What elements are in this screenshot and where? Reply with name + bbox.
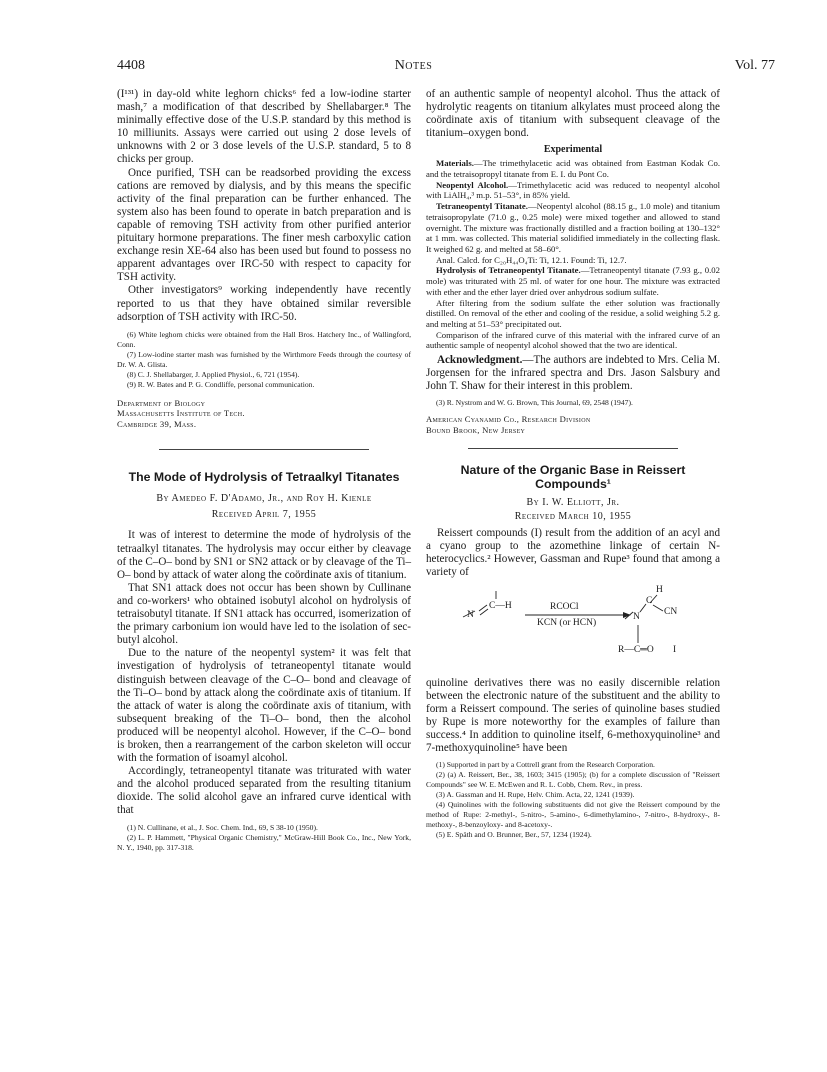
affiliation-line: American Cyanamid Co., Research Division <box>426 414 591 425</box>
footnote: (7) Low-iodine starter mash was furnished by the Wirthmore Feeds through the courtesy of Dr. W. A. Glista. <box>117 349 411 369</box>
running-head: Notes <box>394 58 433 73</box>
scheme-acyl: R—C═O <box>618 644 654 655</box>
article-title: The Mode of Hydrolysis of Tetraalkyl Titanates <box>128 470 400 485</box>
scheme-cn: CN <box>664 606 678 617</box>
footnote: (1) N. Cullinane, et al., J. Soc. Chem. Ind., 69, S 38-10 (1950). <box>127 822 318 832</box>
acknowledgment-text: —The authors are indebted to Mrs. Celia M. Jorgensen for the infrared spectra and Drs. Jason Salsbury and John T. Shaw for their interest in this problem. <box>426 354 720 393</box>
footnote: (3) R. Nystrom and W. G. Brown, This Journal, 69, 2548 (1947). <box>436 398 633 408</box>
run-in-heading: Neopentyl Alcohol. <box>436 179 509 190</box>
affiliation-line: Department of Biology <box>117 397 206 408</box>
footnote: (2) L. P. Hammett, "Physical Organic Chemistry," McGraw-Hill Book Co., Inc., New York, N. Y., 1940, pp. 317-318. <box>117 832 411 852</box>
affiliation-line: Cambridge 39, Mass. <box>117 418 197 429</box>
paragraph: Reissert compounds (I) result from the addition of an acyl and a cyano group to the azomethine linkage of certain N-heterocyclics.² However, Gassman and Rupe³ found that among a variety of <box>426 526 720 578</box>
received-date: Received April 7, 1955 <box>211 509 317 521</box>
experimental-text: Comparison of the infrared curve of this material with the infrared curve of an authentic sample of neopentyl alcohol showed that the two are identical. <box>426 329 720 351</box>
reaction-bonds <box>453 585 693 673</box>
received-date: Received March 10, 1955 <box>514 510 632 522</box>
acknowledgment <box>426 354 720 393</box>
right-column <box>426 88 720 840</box>
scheme-c: C <box>646 595 653 606</box>
scheme-n-product: N <box>633 611 640 622</box>
scheme-reagent-bottom: KCN (or HCN) <box>537 617 597 628</box>
footnote: (3) A. Gassman and H. Rupe, Helv. Chim. Acta, 22, 1241 (1939). <box>436 790 635 800</box>
footnote: (2) (a) A. Reissert, Ber., 38, 1603; 3415 (1905); (b) for a complete discussion of "Reissert Compounds" see W. E. McEwen and R. L. Cobb, Chem. Rev., in press. <box>426 770 720 790</box>
paragraph: That SN1 attack does not occur has been shown by Cullinane and co-workers¹ who obtained isobutyl alcohol on hydrolysis of tetraisobutyl titanate. If SN1 attack has occurred, isomerization of the primary carbonium ion would have led to the isolation of sec-butyl alcohol. <box>117 581 411 647</box>
paragraph: of an authentic sample of neopentyl alcohol. Thus the attack of hydrolytic reagents on titanium alkylates must proceed along the coördinate axis of titanium with subsequent cleavage of the titanium–oxygen bond. <box>426 88 720 140</box>
experimental-paragraph <box>426 180 720 201</box>
reaction-scheme <box>453 585 693 673</box>
scheme-label: I <box>673 644 677 655</box>
affiliation-line: Massachusetts Institute of Tech. <box>117 408 245 419</box>
paragraph: quinoline derivatives there was no easily discernible relation between the electronic nature of the substituent and the ability to form a Reissert compound. The series of quinoline bases studied by Rupe is more noteworthy for the examples of failure than success.⁴ In addition to quinoline itself, 6-methoxyquinoline³ and 7-methoxyquinoline⁵ have been <box>426 676 720 755</box>
footnote: (5) E. Späth and O. Brunner, Ber., 57, 1234 (1924). <box>436 830 592 840</box>
experimental-text: Anal. Calcd. for C₂₀H₄₄O₄Ti: Ti, 12.1. Found: Ti, 12.7. <box>436 254 627 265</box>
section-heading: Experimental <box>543 144 603 156</box>
scheme-ch: C—H <box>489 600 512 611</box>
experimental-paragraph <box>426 158 720 179</box>
footnote: (1) Supported in part by a Cottrell grant from the Research Corporation. <box>436 760 655 770</box>
experimental-text: After filtering from the sodium sulfate the ether solution was fractionally distilled. On removal of the ether and cooling of the residue, a solid weighing 5.2 g. and melting at 51–53° precipitated out. <box>426 297 720 329</box>
experimental-text: —Neopentyl alcohol (88.15 g., 1.0 mole) and titanium tetraisopropylate (71.0 g., 0.25 mole) were mixed together and allowed to stand overnight. The mixture was fractionally distilled and a fraction boiling at 130–132° at 1 mm. was collected. This material solidified immediately in the collecting flask. It weighed 62 g. and melted at 58–60°. <box>426 201 721 254</box>
affiliation-line: Bound Brook, New Jersey <box>426 424 526 435</box>
scheme-reagent-top: RCOCl <box>550 601 579 612</box>
paragraph: It was of interest to determine the mode of hydrolysis of the tetraalkyl titanates. The hydrolysis may occur either by cleavage of the C–O– bond by SN1 or SN2 attack or by cleavage of the Ti–O– bond by attack of water along the coördinate axis of titanium. <box>117 529 411 581</box>
paragraph: Due to the nature of the neopentyl system² it was felt that investigation of hydrolysis of tetraneopentyl titanate would distinguish between cleavage of the C–O– bond and cleavage of the Ti–O– bond by attack along the coördinate axis of titanium. If the attack of water is along the coördinate axis of titanium, with subsequent breaking of the Ti–O– bond, then the alcohol produced will be neopentyl alcohol. However, if the C–O– bond is broken, then a rearrangement of the carbon skeleton will occur with the formation of isoamyl alcohol. <box>117 647 411 765</box>
scheme-h: H <box>656 584 663 595</box>
article-byline: By I. W. Elliott, Jr. <box>526 496 620 508</box>
paragraph: Other investigators⁹ working independently have recently reported to us that they have obtained similar reversible adsorption of TSH activity with IRC-50. <box>117 284 411 323</box>
scheme-n: N <box>467 609 474 620</box>
footnote: (8) C. J. Shellabarger, J. Applied Physiol., 6, 721 (1954). <box>127 369 300 379</box>
experimental-paragraph <box>426 298 720 330</box>
run-in-heading: Materials. <box>436 158 474 169</box>
paragraph: (I¹³¹) in day-old white leghorn chicks⁶ fed a low-iodine starter mash,⁷ a modification of that described by Shellabarger.⁸ The minimally effective dose of the U.S.P. standard by this method is 10 milliunits. Assays were carried out using 2 dose levels of unknowns with 2 or 3 dose levels of the U.S.P. standard, 5 to 8 chicks per group. <box>117 88 411 166</box>
experimental-text: —Trimethylacetic acid was reduced to neopentyl alcohol with LiAlH₄,³ m.p. 51–53°, in 85% yield. <box>426 179 721 201</box>
run-in-heading: Hydrolysis of Tetraneopentyl Titanate. <box>436 265 581 276</box>
run-in-heading: Tetraneopentyl Titanate. <box>436 201 528 212</box>
volume-number: Vol. 77 <box>734 58 775 73</box>
paragraph: Once purified, TSH can be readsorbed providing the excess cations are removed by dialysis, and by this means the specific activity of the final preparation can be further enhanced. The system also has been found to operate in batch preparation and is capable of removing TSH activity from other purified anterior pituitary hormone preparations. The finer mesh carboxylic cation exchange resin XE-64 also has been used but found to possess no apparent advantages over IRC-50 with respect to capacity for TSH activity. <box>117 166 411 284</box>
footnote: (6) White leghorn chicks were obtained from the Hall Bros. Hatchery Inc., of Wallingford, Conn. <box>117 329 411 349</box>
experimental-paragraph <box>426 330 720 351</box>
experimental-paragraph <box>426 201 720 255</box>
article-byline: By Amedeo F. D'Adamo, Jr., and Roy H. Kienle <box>156 493 372 505</box>
experimental-paragraph <box>426 265 720 297</box>
experimental-text: —The trimethylacetic acid was obtained from Eastman Kodak Co. and the tetraisopropyl titanate from E. I. du Pont Co. <box>426 158 720 180</box>
experimental-paragraph <box>426 255 720 266</box>
experimental-text: —Tetraneopentyl titanate (7.93 g., 0.02 mole) was triturated with 25 ml. of water for one hour. The mixture was extracted with ether and the ether layer dried over anhydrous sodium sulfate. <box>426 265 720 297</box>
article-title: Nature of the Organic Base in Reissert Compounds¹ <box>460 462 686 491</box>
page-number: 4408 <box>117 58 145 73</box>
left-column <box>117 88 411 853</box>
run-in-heading: Acknowledgment. <box>437 354 523 367</box>
footnote: (9) R. W. Bates and P. G. Condliffe, personal communication. <box>127 379 315 389</box>
footnote: (4) Quinolines with the following substituents did not give the Reissert compound by the method of Rupe: 2-methyl-, 5-nitro-, 5-amino-, 6-dimethylamino-, 7-nitro-, 8-hydroxy-, 8-methoxy-, 8-benzoyloxy- and 8-acetoxy-. <box>426 800 720 830</box>
paragraph: Accordingly, tetraneopentyl titanate was triturated with water and the alcohol produced separated from the resulting titanium dioxide. The solid alcohol gave an infrared curve identical with that <box>117 765 411 817</box>
